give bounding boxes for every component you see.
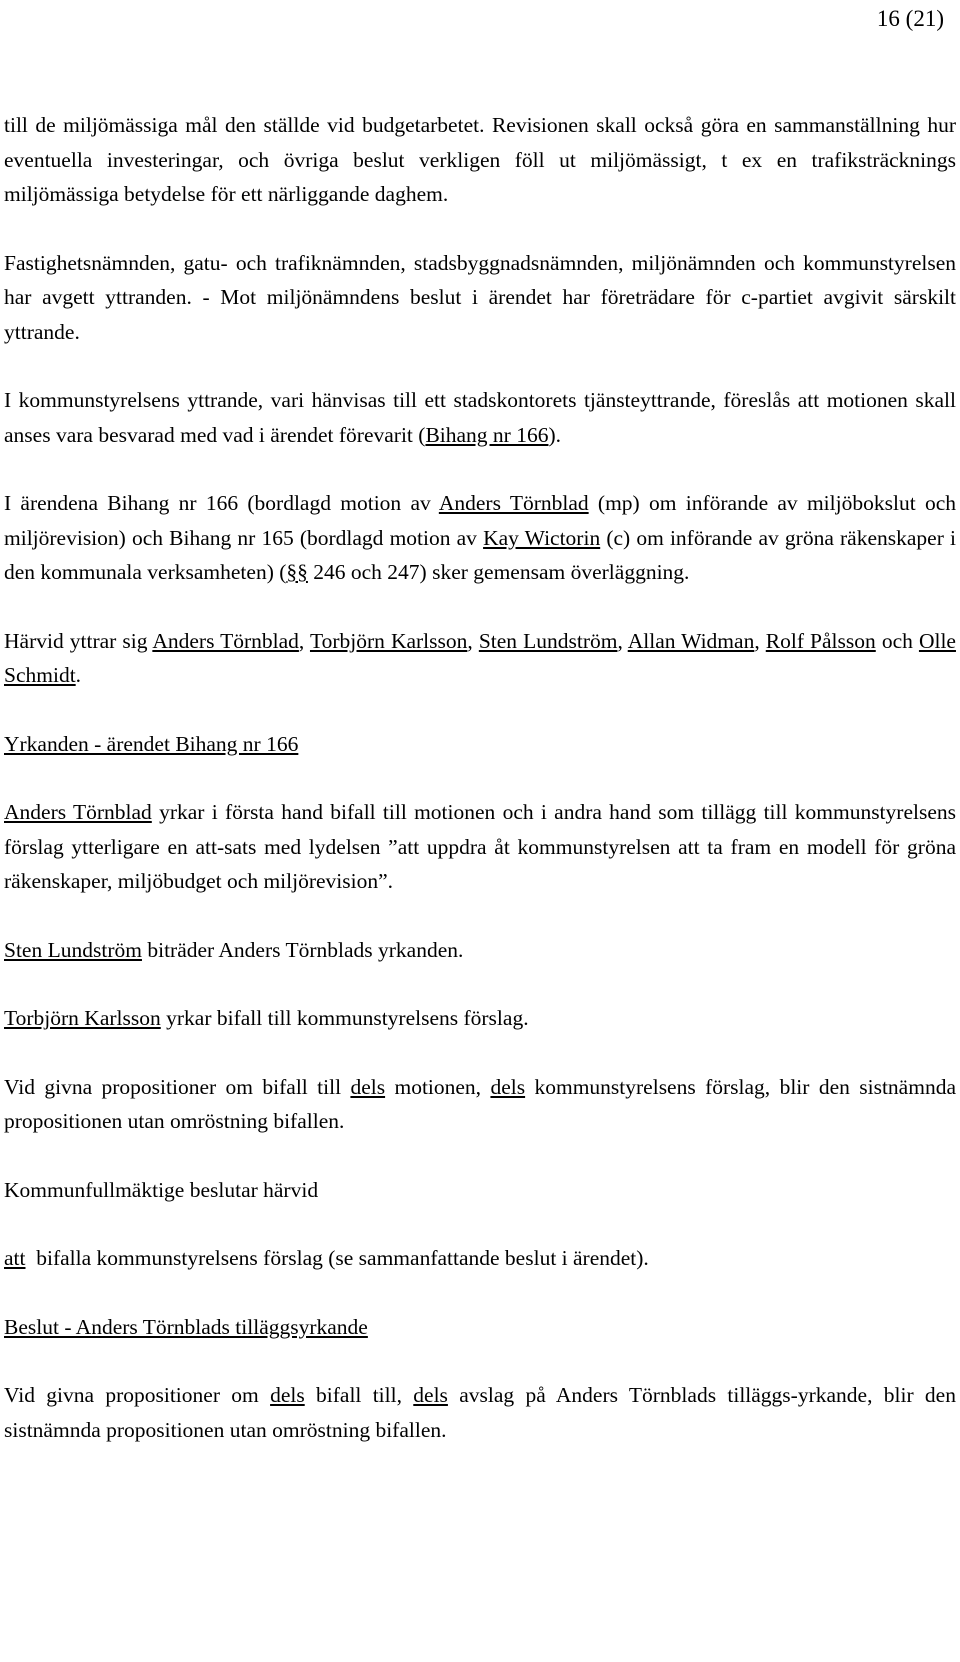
- paragraph-karlsson: [4, 1001, 956, 1036]
- person-name: Anders Törnblad: [4, 800, 152, 824]
- speaker-name: Olle Schmidt: [4, 628, 956, 687]
- text: biträder Anders Törnblads yrkanden.: [141, 937, 464, 962]
- text: 246 och 247) sker gemensam överläggning.: [307, 560, 690, 584]
- dels-word: dels: [413, 1383, 448, 1407]
- speaker-name: Torbjörn Karlsson: [309, 628, 468, 653]
- text: bifalla kommunstyrelsens förslag (se sammanfattande beslut i ärendet).: [36, 1246, 649, 1270]
- paragraph-arendena: [4, 486, 956, 590]
- text: yrkar i första hand bifall till motionen och i andra hand som tillägg till kommunstyrelsens förslag ytterligare en att-sats med lydelsen ”att uppdra åt kommunstyrelsen att ta fram en modell för gröna räkenskaper, miljöbudget och miljörevision”.: [4, 800, 956, 893]
- separator: ,: [617, 628, 628, 653]
- paragraph-tornblad-yrkande: [4, 795, 956, 899]
- text: (c) om införande av gröna räkenskaper i den kommunala verksamheten) (: [4, 525, 956, 584]
- person-name: Torbjörn Karlsson: [4, 1006, 161, 1030]
- speaker-name: Sten Lundström: [478, 628, 618, 653]
- paragraph-att-sats: [4, 1241, 956, 1276]
- document-body: [4, 108, 956, 1447]
- text: Härvid yttrar sig: [4, 628, 153, 653]
- text: ).: [548, 422, 562, 447]
- text: Vid givna propositioner om: [4, 1383, 271, 1407]
- text: I kommunstyrelsens yttrande, vari hänvisas till ett stadskontorets tjänsteyttrande, föreslås att motionen skall anses vara besvarad med vad i ärendet förevarit (: [4, 388, 956, 447]
- speaker-name: Anders Törnblad: [152, 628, 299, 653]
- heading-beslut: Beslut - Anders Törnblads tilläggsyrkande: [4, 1314, 368, 1339]
- text: yrkar bifall till kommunstyrelsens förslag.: [160, 1006, 529, 1030]
- separator: ,: [754, 628, 766, 653]
- person-name: Anders Törnblad: [438, 491, 589, 515]
- speaker-name: Rolf Pålsson: [765, 628, 876, 653]
- paragraph-kommunstyrelsen: [4, 383, 956, 452]
- text: avslag på Anders Törnblads tilläggs-yrkande, blir den sistnämnda propositionen utan omröstning bifallen.: [4, 1383, 956, 1442]
- text: I ärendena Bihang nr 166 (bordlagd motion av: [4, 491, 439, 515]
- separator: .: [75, 663, 82, 687]
- person-name: Kay Wictorin: [483, 525, 601, 550]
- person-name: Sten Lundström: [4, 937, 142, 962]
- paragraph-speakers: [4, 624, 956, 693]
- paragraph-lundstrom: [4, 933, 956, 968]
- section-symbol: §§: [286, 560, 308, 584]
- bihang-reference: Bihang nr 166: [425, 422, 549, 447]
- text: kommunstyrelsens förslag, blir den sistnämnda propositionen utan omröstning bifallen.: [4, 1074, 956, 1133]
- dels-word: dels: [270, 1383, 305, 1407]
- text: (mp) om införande av miljöbokslut och miljörevision) och Bihang nr 165 (bordlagd motion av: [4, 491, 956, 550]
- paragraph-yttranden: Fastighetsnämnden, gatu- och trafiknämnden, stadsbyggnadsnämnden, miljönämnden och kommunstyrelsen har avgett yttranden. - Mot miljönämndens beslut i ärendet har företrädare för c-partiet avgivit särskilt yttrande.: [4, 250, 956, 344]
- text: motionen,: [385, 1074, 491, 1099]
- dels-word: dels: [350, 1074, 386, 1099]
- dels-word: dels: [490, 1074, 526, 1099]
- paragraph-beslutar: Kommunfullmäktige beslutar härvid: [4, 1177, 319, 1202]
- heading-yrkanden: Yrkanden - ärendet Bihang nr 166: [4, 731, 299, 756]
- paragraph-propositioner-1: [4, 1070, 956, 1139]
- paragraph-propositioner-2: [4, 1378, 956, 1447]
- separator: ,: [298, 628, 310, 653]
- speaker-name: Allan Widman: [627, 628, 755, 653]
- att-word: att: [4, 1246, 26, 1270]
- paragraph-revision: till de miljömässiga mål den ställde vid budgetarbetet. Revisionen skall också göra en sammanställning hur eventuella investeringar, och övriga beslut verkligen föll ut miljömässigt, t ex en trafiksträcknings miljömässiga betydelse för ett närliggande daghem.: [4, 113, 956, 206]
- separator: ,: [467, 628, 479, 653]
- page-number: 16 (21): [876, 6, 944, 31]
- text: Vid givna propositioner om bifall till: [4, 1074, 351, 1099]
- text: bifall till,: [304, 1383, 414, 1407]
- separator: och: [875, 628, 919, 653]
